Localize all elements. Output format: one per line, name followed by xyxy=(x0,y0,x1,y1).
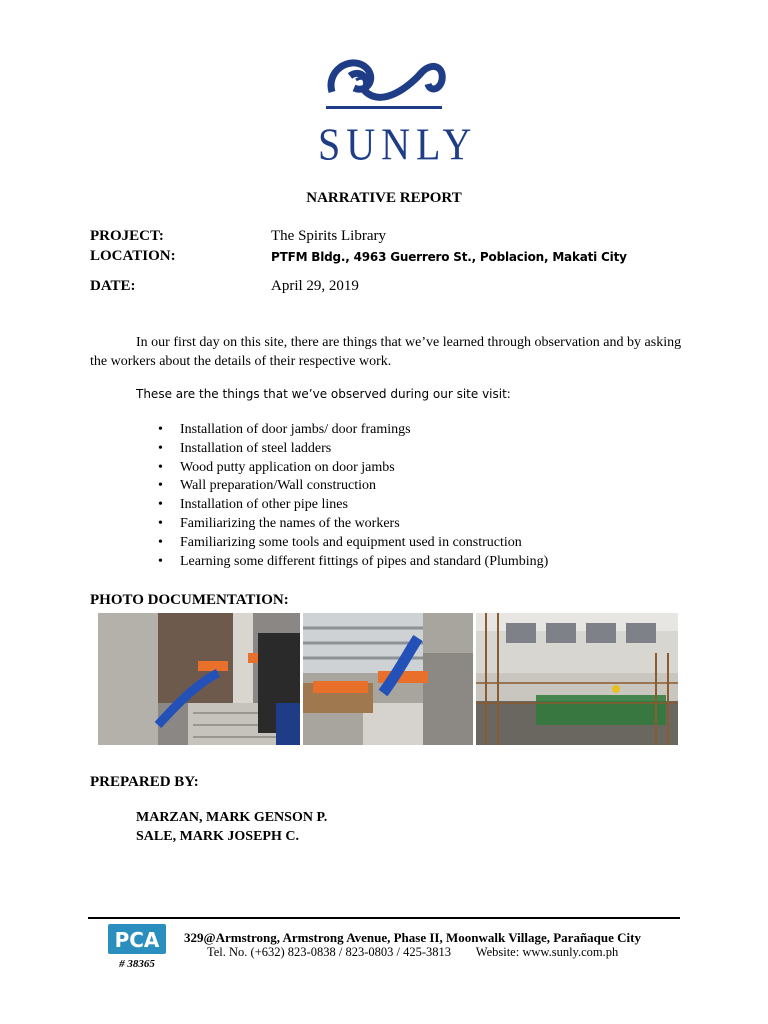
site-photo-3 xyxy=(476,613,678,745)
location-value: PTFM Bldg., 4963 Guerrero St., Poblacion, Makati City xyxy=(271,250,627,264)
list-item: • Familiarizing the names of the workers xyxy=(158,515,548,534)
photo-documentation-heading: PHOTO DOCUMENTATION: xyxy=(90,592,289,608)
list-item: • Wall preparation/Wall construction xyxy=(158,477,548,496)
date-value: April 29, 2019 xyxy=(271,278,359,294)
footer-address: 329@Armstrong, Armstrong Avenue, Phase II, Moonwalk Village, Parañaque City xyxy=(184,930,641,945)
footer-divider xyxy=(88,917,680,919)
location-label: LOCATION: xyxy=(90,248,176,264)
document-title: NARRATIVE REPORT xyxy=(306,190,462,206)
list-item: • Familiarizing some tools and equipment used in construction xyxy=(158,534,548,553)
intro-paragraph: In our first day on this site, there are things that we’ve learned through observation and by asking the workers about the details of their respective work. xyxy=(90,335,682,369)
site-photo-1 xyxy=(98,613,300,745)
project-value: The Spirits Library xyxy=(271,228,386,244)
date-label: DATE: xyxy=(90,278,136,294)
preparer-name: MARZAN, MARK GENSON P. xyxy=(136,810,328,825)
preparer-name: SALE, MARK JOSEPH C. xyxy=(136,829,299,844)
list-item: • Learning some different fittings of pipes and standard (Plumbing) xyxy=(158,553,548,572)
list-item: • Installation of other pipe lines xyxy=(158,496,548,515)
prepared-by-heading: PREPARED BY: xyxy=(90,774,199,790)
observations-intro: These are the things that we’ve observed during our site visit: xyxy=(136,387,511,401)
site-photo-2 xyxy=(303,613,473,745)
pca-license-number: # 38365 xyxy=(119,958,155,970)
observations-list xyxy=(158,421,548,571)
brand-wordmark: SUNLY xyxy=(318,118,478,170)
list-item: • Installation of steel ladders xyxy=(158,440,548,459)
list-item: • Installation of door jambs/ door framings xyxy=(158,421,548,440)
list-item: • Wood putty application on door jambs xyxy=(158,459,548,478)
pca-badge-text: PCA xyxy=(114,928,160,952)
pca-badge-icon xyxy=(108,924,166,954)
footer-contact: Tel. No. (+632) 823-0838 / 823-0803 / 425-3813 Website: www.sunly.com.ph xyxy=(207,945,619,959)
project-label: PROJECT: xyxy=(90,228,164,244)
